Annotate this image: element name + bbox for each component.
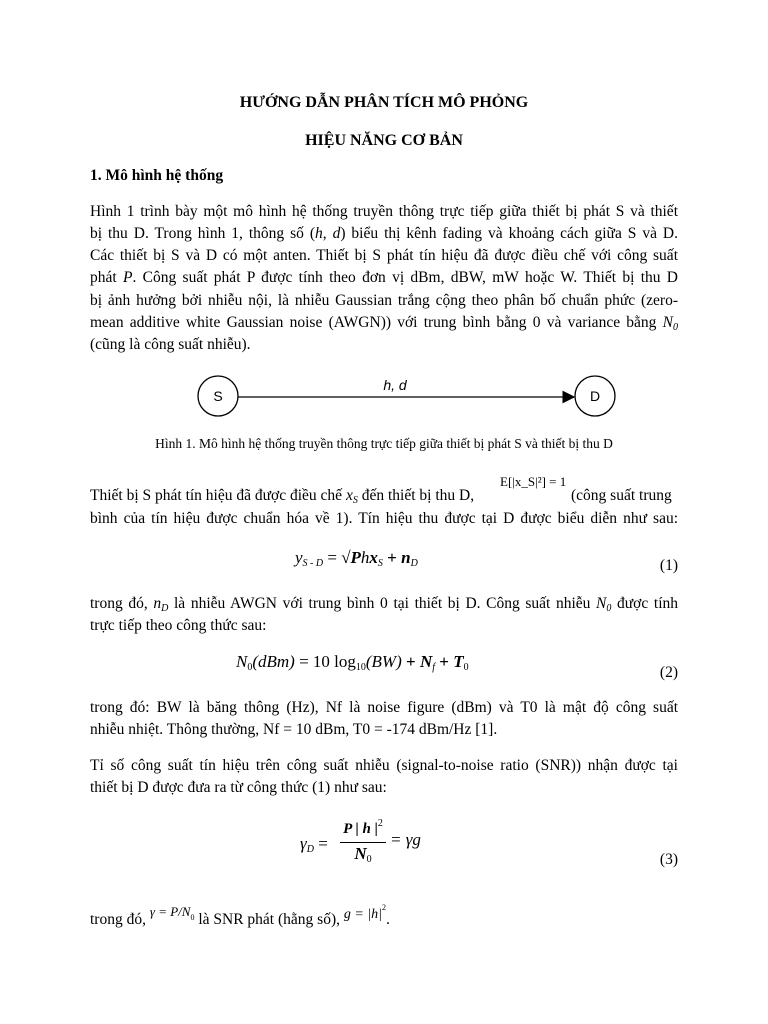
document-title-line-2: HIỆU NĂNG CƠ BẢN: [305, 132, 463, 149]
figure-caption: Hình 1. Mô hình hệ thống truyền thông trực tiếp giữa thiết bị phát S và thiết bị thu D: [155, 436, 613, 451]
paragraph-1-line-7: (cũng là công suất nhiễu).: [90, 336, 251, 353]
document-page: HƯỚNG DẪN PHÂN TÍCH MÔ PHỎNG HIỆU NĂNG CƠ BẢN 1. Mô hình hệ thống Hình 1 trình bày một mô hình hệ thống truyền thông trực tiếp giữa thiết bị phát S và thiết bị thu D. Trong hình 1, thông số (h, d) biểu thị kênh fading và khoảng cách giữa S và D. Các thiết bị S và D có một anten. Thiết bị S phát tín hiệu đã được điều chế với công suất phát P. Công suất phát P được tính theo đơn vị dBm, dBW, mW hoặc W. Thiết bị thu D bị ảnh hưởng bởi nhiễu nội, là nhiễu Gaussian trắng cộng theo phân bố chuẩn phức (zero- mean additive white Gaussian noise (AWGN)) với trung bình bằng 0 và variance bằng $N_0$ (cũng là công suất nhiễu). S h, d D Hình 1. Mô hình hệ thống truyền thông trực tiếp giữa thiết bị phát S và thiết bị thu D Thiết bị S phát tín hiệu đã được điều chế $x_S$ đến thiết bị thu D, E[|x_S|²] = 1 (công suất trung bình của tín hiệu được chuẩn hóa về 1). Tín hiệu thu được tại D được biểu diễn như sau: $y_{S - D} = √Phx_S + n_D$ (1) trong đó, $n_D$ là nhiễu AWGN với trung bình 0 tại thiết bị D. Công suất nhiễu $N_0$ được tính trực tiếp theo công thức sau: $N_0(dBm) = 10$ $\log_{10}(BW) + N_f + T_0$ (2) trong đó: BW là băng thông (Hz), Nf là noise figure (dBm) và T0 là mật độ công suất nhiễu nhiệt. Thông thường, Nf = 10 dBm, T0 = -174 dBm/Hz [1]. Tỉ số công suất tín hiệu trên công suất nhiễu (signal-to-noise ratio (SNR)) nhận được tại thiết bị D được đưa ra từ công thức (1) như sau: $\gamma_D$ = P | h $|^2$ $N_0$ = γg (3) trong đó, $^{\gamma = P/N0}$ là SNR phát (hằng số), $g = |h|^2$.: [0, 0, 768, 1024]
paragraph-4-line-1: trong đó: BW là băng thông (Hz), Nf là noise figure (dBm) và T0 là mật độ công suất: [90, 699, 678, 716]
paragraph-5-line-2: thiết bị D được đưa ra từ công thức (1) như sau:: [90, 779, 387, 796]
equation-1: $y_{S - D} = √Phx_S + n_D$: [295, 548, 418, 569]
paragraph-1-line-6: mean additive white Gaussian noise (AWGN)) với trung bình bằng 0 và variance bằng $N_0$: [90, 314, 678, 333]
paragraph-1-line-1: Hình 1 trình bày một mô hình hệ thống truyền thông trực tiếp giữa thiết bị phát S và thiết: [90, 203, 678, 220]
expectation-equation: E[|x_S|²] = 1: [500, 474, 567, 489]
paragraph-3-line-2: trực tiếp theo công thức sau:: [90, 617, 267, 634]
paragraph-3-line-1: trong đó, $n_D$ là nhiễu AWGN với trung bình 0 tại thiết bị D. Công suất nhiễu $N_0$ được tính: [90, 595, 678, 614]
node-d-label: D: [589, 388, 601, 404]
channel-label: h, d: [383, 377, 407, 393]
section-heading: 1. Mô hình hệ thống: [90, 167, 224, 184]
system-model-diagram: [190, 370, 630, 430]
paragraph-4-line-2: nhiễu nhiệt. Thông thường, Nf = 10 dBm, T0 = -174 dBm/Hz [1].: [90, 721, 498, 738]
node-s-label: S: [213, 388, 223, 404]
paragraph-1-line-5: bị ảnh hưởng bởi nhiễu nội, là nhiễu Gaussian trắng cộng theo phân bố chuẩn phức (zero-: [90, 292, 678, 309]
document-title-line-1: HƯỚNG DẪN PHÂN TÍCH MÔ PHỎNG: [239, 94, 529, 111]
paragraph-1-line-2: bị thu D. Trong hình 1, thông số (h, d) biểu thị kênh fading và khoảng cách giữa S và D.: [90, 225, 678, 242]
paragraph-2-line-1: Thiết bị S phát tín hiệu đã được điều chế $x_S$ đến thiết bị thu D,: [90, 487, 475, 506]
equation-2-number: (2): [659, 664, 678, 681]
paragraph-1-line-4: phát P. Công suất phát P được tính theo đơn vị dBm, dBW, mW hoặc W. Thiết bị thu D: [90, 269, 679, 286]
equation-3-number: (3): [659, 851, 678, 868]
fraction-bar: [340, 842, 386, 843]
paragraph-6: trong đó, $^{\gamma = P/N0}$ là SNR phát (hằng số), $g = |h|^2$.: [90, 903, 390, 928]
equation-1-number: (1): [659, 557, 678, 574]
equation-2: $N_0(dBm) = 10$ $\log_{10}(BW) + N_f + T_0$: [236, 652, 469, 673]
paragraph-1-line-3: Các thiết bị S và D có một anten. Thiết bị S phát tín hiệu đã được điều chế với công suất: [90, 247, 678, 264]
paragraph-5-line-1: Tỉ số công suất tín hiệu trên công suất nhiễu (signal-to-noise ratio (SNR)) nhận được tại: [90, 757, 678, 774]
paragraph-2-line-2: bình của tín hiệu được chuẩn hóa về 1). Tín hiệu thu được tại D được biểu diễn như sau:: [90, 510, 678, 527]
paragraph-2-line-1-tail: (công suất trung: [571, 487, 672, 504]
